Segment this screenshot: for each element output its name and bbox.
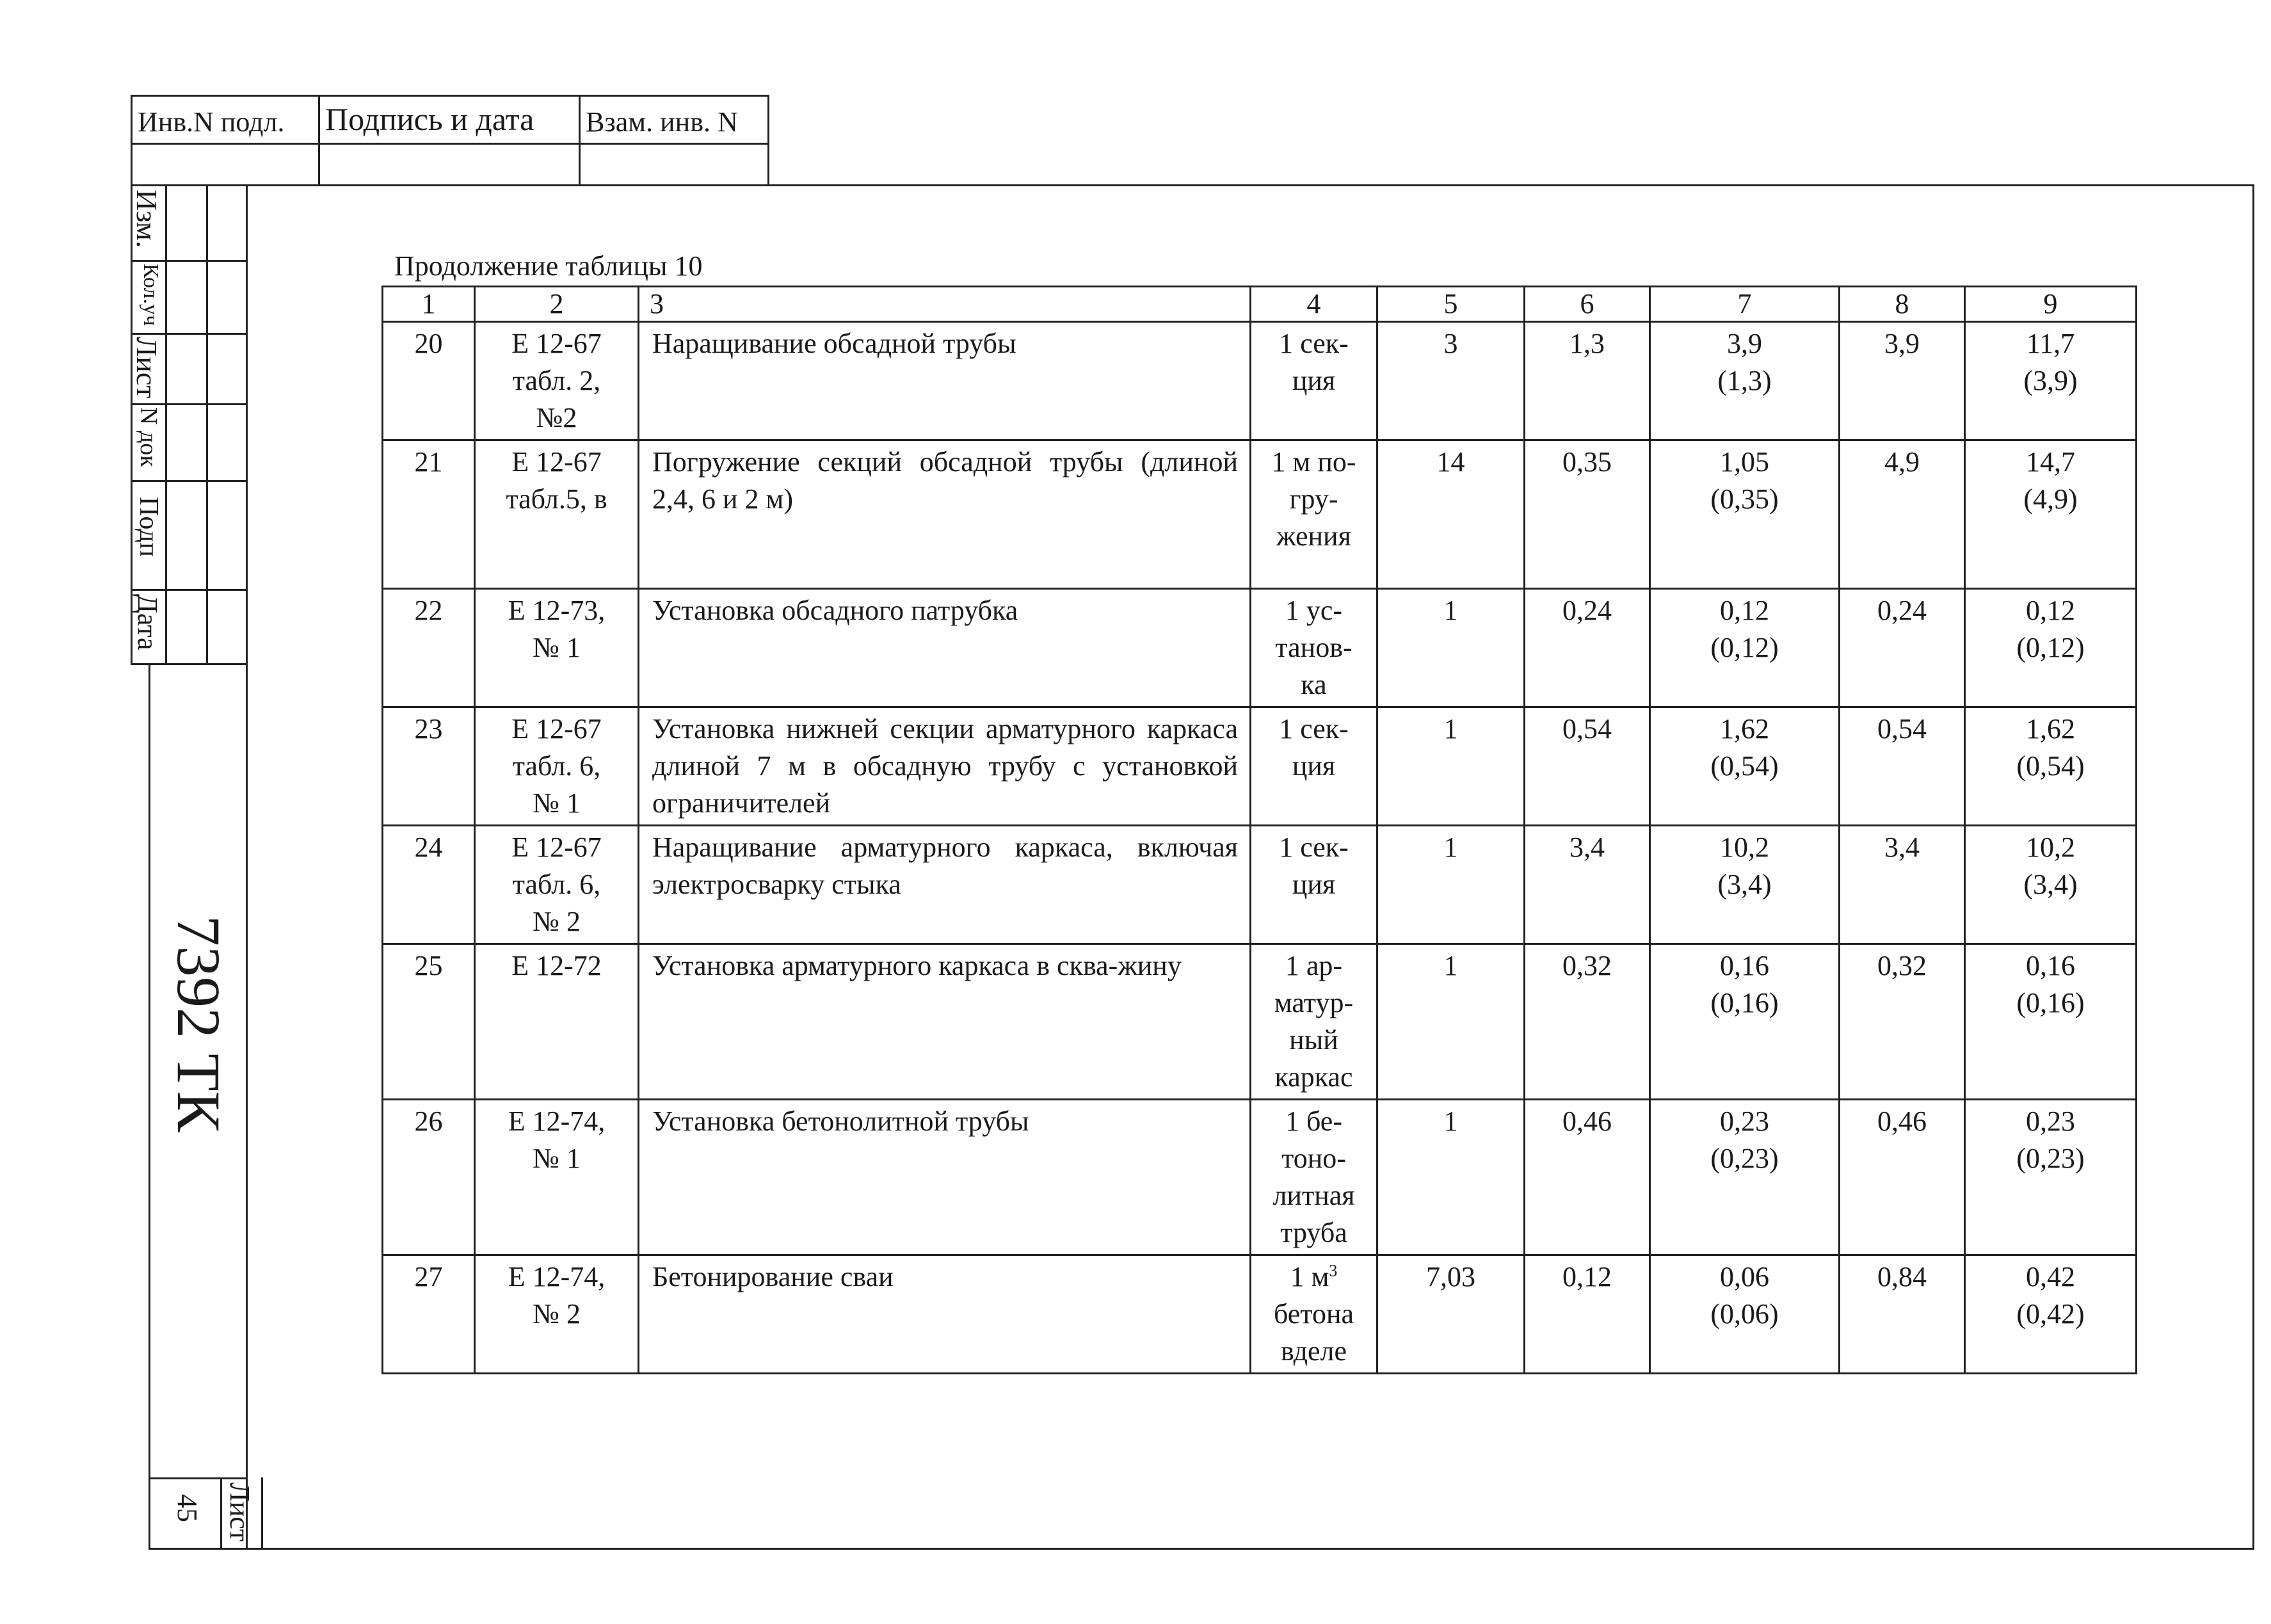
cell-col7: 0,23 (0,23) <box>1650 1100 1840 1255</box>
cell-work: Установка арматурного каркаса в сква-жину <box>639 944 1251 1100</box>
header-cell: 4 <box>1251 287 1377 322</box>
cell-col8: 3,4 <box>1840 826 1965 944</box>
cell-unit-sup: 3 <box>1329 1261 1338 1280</box>
side-label-data: Дата <box>132 594 163 650</box>
frame-right-line <box>2252 184 2254 1549</box>
cell-col6: 0,35 <box>1525 440 1650 589</box>
cell-col9: 0,42 (0,42) <box>1965 1255 2137 1374</box>
frame-left-outer-lower-line <box>148 663 150 1550</box>
side-label-izm: Изм. <box>131 189 163 248</box>
header-cell: 7 <box>1650 287 1840 322</box>
cell-col9: 1,62 (0,54) <box>1965 707 2137 826</box>
cell-col8: 0,24 <box>1840 589 1965 707</box>
cell-unit: 1 бе- тоно- литная труба <box>1251 1100 1377 1255</box>
cell-no: 20 <box>383 322 475 440</box>
cell-no: 25 <box>383 944 475 1100</box>
cell-col5: 14 <box>1377 440 1525 589</box>
table-header-row <box>383 287 2137 322</box>
cell-unit: 1 ус- танов- ка <box>1251 589 1377 707</box>
header-cell: 3 <box>639 287 1251 322</box>
cell-col5: 1 <box>1377 944 1525 1100</box>
cell-col7: 10,2 (3,4) <box>1650 826 1840 944</box>
cell-col5: 3 <box>1377 322 1525 440</box>
table-row <box>383 944 2137 1100</box>
cell-work: Наращивание арматурного каркаса, включая электросварку стыка <box>639 826 1251 944</box>
cell-col8: 0,84 <box>1840 1255 1965 1374</box>
cell-col8: 0,54 <box>1840 707 1965 826</box>
cell-norm: Е 12-72 <box>475 944 639 1100</box>
cell-col7: 1,62 (0,54) <box>1650 707 1840 826</box>
side-label-n-dok: N док <box>135 407 162 467</box>
cell-unit: 1 ар- матур- ный каркас <box>1251 944 1377 1100</box>
cell-col5: 1 <box>1377 1100 1525 1255</box>
cell-no: 23 <box>383 707 475 826</box>
cell-work: Установка бетонолитной трубы <box>639 1100 1251 1255</box>
table-row <box>383 826 2137 944</box>
document-code-box <box>102 915 294 1132</box>
cell-no: 26 <box>383 1100 475 1255</box>
sheet-label: Лист <box>224 1483 255 1542</box>
cell-norm: Е 12-74, № 2 <box>475 1255 639 1374</box>
side-stamp-row-line-3 <box>131 403 248 405</box>
cell-work: Наращивание обсадной трубы <box>639 322 1251 440</box>
side-stamp-col-1 <box>165 184 167 664</box>
table-row <box>383 707 2137 826</box>
cell-unit-line1: 1 м <box>1290 1261 1329 1292</box>
table-row <box>383 1255 2137 1374</box>
side-label-list: Лист <box>131 337 163 399</box>
cell-work: Установка нижней секции арматурного каркаса длиной 7 м в обсадную трубу с установкой ограничителей <box>639 707 1251 826</box>
header-cell: 6 <box>1525 287 1650 322</box>
cell-col7: 0,06 (0,06) <box>1650 1255 1840 1374</box>
frame-bottom-line <box>148 1548 2254 1550</box>
cell-col7: 0,16 (0,16) <box>1650 944 1840 1100</box>
cell-col9: 10,2 (3,4) <box>1965 826 2137 944</box>
sheet-box-divider <box>220 1477 222 1549</box>
table-row <box>383 1100 2137 1255</box>
table-row <box>383 589 2137 707</box>
cell-col7: 3,9 (1,3) <box>1650 322 1840 440</box>
header-cell: 5 <box>1377 287 1525 322</box>
cell-col6: 1,3 <box>1525 322 1650 440</box>
cell-col9: 14,7 (4,9) <box>1965 440 2137 589</box>
cell-unit <box>1251 1255 1377 1374</box>
document-code: 7392 ТК <box>165 915 233 1132</box>
header-cell: 2 <box>475 287 639 322</box>
sheet-box-outer-right <box>261 1477 263 1549</box>
cell-work: Бетонирование сваи <box>639 1255 1251 1374</box>
cell-col5: 1 <box>1377 707 1525 826</box>
cell-col6: 3,4 <box>1525 826 1650 944</box>
cell-norm: Е 12-74, № 1 <box>475 1100 639 1255</box>
side-stamp-col-2 <box>206 184 208 664</box>
cell-col9: 0,23 (0,23) <box>1965 1100 2137 1255</box>
cell-col9: 0,16 (0,16) <box>1965 944 2137 1100</box>
cell-unit: 1 м по- гру- жения <box>1251 440 1377 589</box>
side-label-podp: Подп <box>134 497 163 557</box>
cell-work: Установка обсадного патрубка <box>639 589 1251 707</box>
stamp-inv-podl-header <box>131 95 320 145</box>
cell-col5: 1 <box>1377 589 1525 707</box>
cell-norm: Е 12-67 табл.5, в <box>475 440 639 589</box>
cell-col8: 4,9 <box>1840 440 1965 589</box>
cell-col6: 0,24 <box>1525 589 1650 707</box>
table-row <box>383 322 2137 440</box>
cell-no: 22 <box>383 589 475 707</box>
stamp-vzam-inv-label: Взам. инв. N <box>586 106 738 138</box>
header-cell: 9 <box>1965 287 2137 322</box>
table-caption: Продолжение таблицы 10 <box>394 250 703 282</box>
cell-no: 24 <box>383 826 475 944</box>
stamp-vzam-inv-header <box>579 95 769 145</box>
stamp-podpis-data-value <box>318 143 581 186</box>
cell-unit: 1 сек- ция <box>1251 322 1377 440</box>
cell-unit: 1 сек- ция <box>1251 707 1377 826</box>
cell-col8: 0,32 <box>1840 944 1965 1100</box>
cell-no: 21 <box>383 440 475 589</box>
side-stamp-row-line-4 <box>131 480 248 482</box>
side-label-kol-uch: Кол.уч <box>139 264 163 326</box>
cell-col8: 0,46 <box>1840 1100 1965 1255</box>
stamp-vzam-inv-value <box>579 143 769 186</box>
cell-unit: 1 сек- ция <box>1251 826 1377 944</box>
header-cell: 1 <box>383 287 475 322</box>
work-table <box>381 285 2137 1374</box>
stamp-podpis-data-label: Подпись и дата <box>325 101 534 137</box>
cell-work: Погружение секций обсадной трубы (длиной 2,4, 6 и 2 м) <box>639 440 1251 589</box>
cell-col7: 0,12 (0,12) <box>1650 589 1840 707</box>
side-stamp <box>131 184 248 664</box>
cell-norm: Е 12-73, № 1 <box>475 589 639 707</box>
side-stamp-row-line-5 <box>131 589 248 591</box>
cell-col9: 11,7 (3,9) <box>1965 322 2137 440</box>
sheet-box-top-line <box>148 1477 248 1479</box>
stamp-inv-podl-value <box>131 143 320 186</box>
cell-col9: 0,12 (0,12) <box>1965 589 2137 707</box>
cell-col5: 7,03 <box>1377 1255 1525 1374</box>
cell-norm: Е 12-67 табл. 6, № 1 <box>475 707 639 826</box>
header-cell: 8 <box>1840 287 1965 322</box>
stamp-podpis-data-header <box>318 95 581 145</box>
cell-norm: Е 12-67 табл. 6, № 2 <box>475 826 639 944</box>
cell-unit-rest: бетона вделе <box>1273 1298 1354 1367</box>
cell-col6: 0,32 <box>1525 944 1650 1100</box>
sheet-number: 45 <box>172 1494 203 1522</box>
side-stamp-row-line-2 <box>131 333 248 335</box>
frame-top-line <box>131 184 2254 186</box>
cell-col7: 1,05 (0,35) <box>1650 440 1840 589</box>
cell-col5: 1 <box>1377 826 1525 944</box>
cell-col6: 0,12 <box>1525 1255 1650 1374</box>
cell-col8: 3,9 <box>1840 322 1965 440</box>
cell-no: 27 <box>383 1255 475 1374</box>
table-row <box>383 440 2137 589</box>
cell-norm: Е 12-67 табл. 2, №2 <box>475 322 639 440</box>
side-stamp-row-line-1 <box>131 260 248 262</box>
cell-col6: 0,54 <box>1525 707 1650 826</box>
cell-col6: 0,46 <box>1525 1100 1650 1255</box>
stamp-inv-podl-label: Инв.N подл. <box>138 106 285 138</box>
